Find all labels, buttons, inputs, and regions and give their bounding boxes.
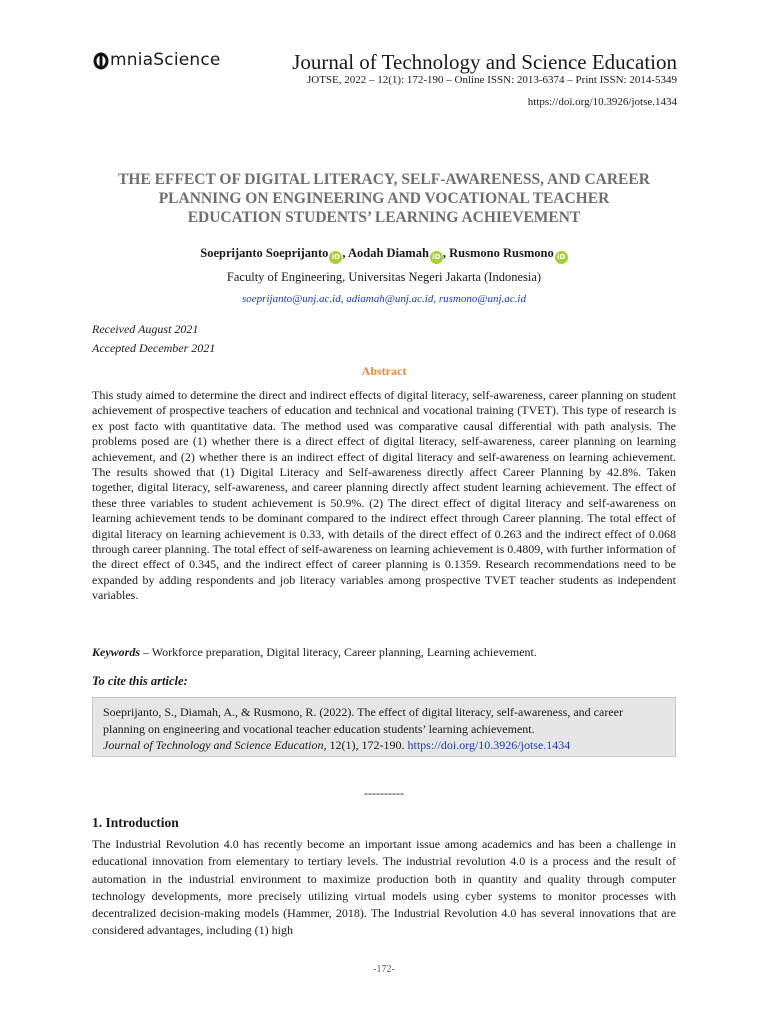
title-line: EDUCATION STUDENTS’ LEARNING ACHIEVEMENT bbox=[187, 209, 581, 226]
cite-heading: To cite this article: bbox=[92, 674, 188, 688]
author-separator: , bbox=[442, 246, 450, 260]
accepted-date: Accepted December 2021 bbox=[92, 341, 216, 355]
received-date: Received August 2021 bbox=[92, 322, 199, 336]
intro-text: The Industrial Revolution 4.0 has recently become an important issue among academics and has been a challenge in educational innovation from elementary to tertiary levels. The industrial revolution 4.0 is a process and the result of automation in the industrial environment to maximize production both in quantity and quality through computer technology developments, more precisely utilizing virtual models using cyber systems to monitor processes with decentralized decision-making models (Hammer, 2018). The Industrial Revolution 4.0 has several innovations that are considered advantages, including (1) high bbox=[92, 837, 676, 938]
author-emails[interactable]: soeprijanto@unj.ac.id, adiamah@unj.ac.id, rusmono@unj.ac.id bbox=[242, 293, 526, 305]
section-heading: 1. Introduction bbox=[92, 815, 179, 830]
author-name-text: Rusmono Rusmono bbox=[449, 246, 554, 260]
omniascience-logo[interactable] bbox=[93, 50, 221, 70]
keywords-label: Keywords bbox=[92, 645, 140, 659]
journal-doi-link[interactable]: https://doi.org/10.3926/jotse.1434 bbox=[527, 96, 677, 108]
affiliation: Faculty of Engineering, Universitas Negeri Jakarta (Indonesia) bbox=[226, 270, 542, 284]
orcid-icon[interactable]: iD bbox=[430, 251, 443, 264]
author-name-text: Soeprijanto Soeprijanto bbox=[200, 246, 329, 260]
title-line: THE EFFECT OF DIGITAL LITERACY, SELF-AWARENESS, AND CAREER bbox=[118, 171, 650, 188]
author-name bbox=[449, 246, 568, 260]
logo-text: mniaScience bbox=[110, 50, 221, 70]
submission-dates bbox=[92, 320, 215, 358]
title-line: PLANNING ON ENGINEERING AND VOCATIONAL TEACHER bbox=[158, 190, 610, 207]
keywords-text: – Workforce preparation, Digital literacy, Career planning, Learning achievement. bbox=[140, 645, 537, 659]
orcid-icon[interactable]: iD bbox=[329, 251, 342, 264]
citation-journal: Journal of Technology and Science Education, bbox=[103, 738, 327, 752]
author-name-text: Aodah Diamah bbox=[347, 246, 429, 260]
abstract-text: This study aimed to determine the direct and indirect effects of digital literacy, self-awareness, career planning on student achievement of prospective teachers of education and technical and vocational training (TVET). This type of research is ex post facto with quantitative data. The method used was comparative causal differential with path analysis. The problems posed are (1) whether there is a direct effect of digital literacy, self-awareness, career planning on learning achievement, and (2) whether there is an indirect effect of digital literacy and self-awareness on learning achievement. The results showed that (1) Digital Literacy and Self-awareness directly affect Career Planning by 42.8%. Taken together, digital literacy, self-awareness, and career planning directly affect student learning achievement. The effect of these three variables to student achievement is 50.9%. (2) The direct effect of digital literacy and self-awareness on learning achievement tends to be dominant compared to the indirect effect through Career planning. The total effect of digital literacy on learning achievement is 0.33, with details of the direct effect of 0.263 and the indirect effect of 0.068 through career planning. The total effect of self-awareness on learning achievement is 0.4809, with further information of the direct effect of 0.345, and the indirect effect of career planning is 0.1359. Research recommendations need to be expanded by adding respondents and job literacy variables among prospective TVET teacher students as independent variables. bbox=[92, 388, 676, 603]
citation-doi-link[interactable]: https://doi.org/10.3926/jotse.1434 bbox=[407, 738, 571, 752]
keywords bbox=[92, 645, 676, 660]
author-separator: , bbox=[342, 246, 348, 260]
citation-text: Soeprijanto, S., Diamah, A., & Rusmono, R. (2022). The effect of digital literacy, self-awareness, and career planning on engineering and vocational teacher education students’ learning achievement. bbox=[103, 705, 623, 736]
abstract-heading: Abstract bbox=[361, 364, 407, 378]
author-list bbox=[92, 246, 676, 264]
journal-title: Journal of Technology and Science Education bbox=[292, 50, 677, 74]
author-name bbox=[200, 246, 342, 260]
author-name bbox=[348, 246, 443, 260]
orcid-icon[interactable]: iD bbox=[555, 251, 568, 264]
citation-box bbox=[92, 697, 676, 757]
section-separator: ---------- bbox=[364, 786, 404, 800]
journal-meta: JOTSE, 2022 – 12(1): 172-190 – Online ISSN: 2013-6374 – Print ISSN: 2014-5349 bbox=[306, 74, 677, 86]
omniascience-o-icon bbox=[93, 50, 109, 70]
paper-title bbox=[92, 170, 676, 227]
page-number: -172- bbox=[373, 964, 395, 975]
citation-volume: 12(1), 172-190. bbox=[326, 738, 408, 752]
